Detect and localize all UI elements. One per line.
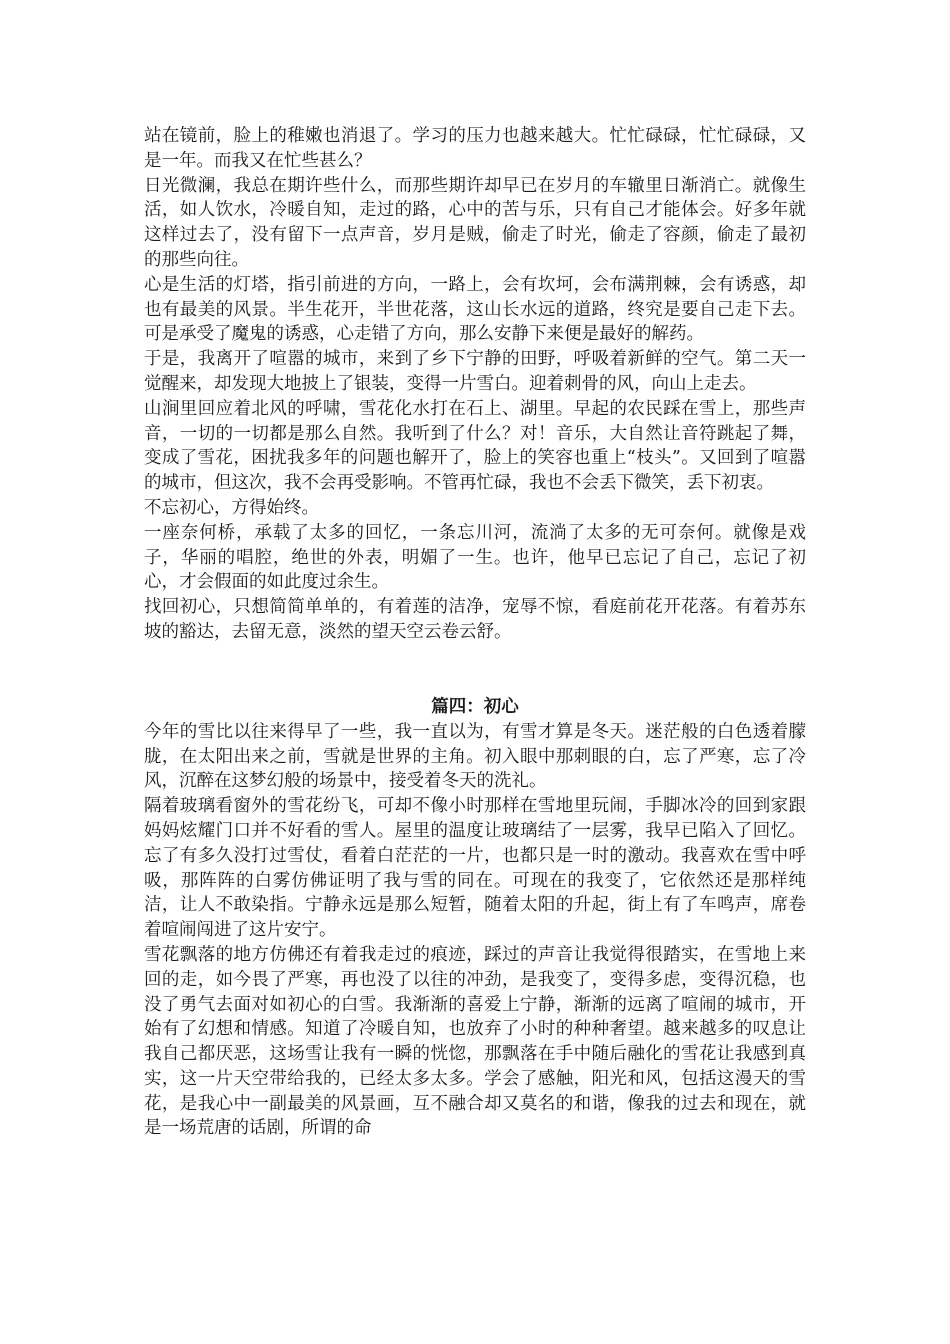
paragraph-2: 日光微澜，我总在期许些什么，而那些期许却早已在岁月的车辙里日渐消亡。就像生活，如人饮水，冷暖自知，走过的路，心中的苦与乐，只有自己才能体会。好多年就这样过去了，没有留下一点声音，岁月是贼，偷走了时光，偷走了容颜，偷走了最初的那些向往。: [144, 175, 806, 270]
section-title: 篇四：初心: [431, 696, 519, 717]
paragraph-9: 今年的雪比以往来得早了一些，我一直以为，有雪才算是冬天。迷茫般的白色透着朦胧，在太阳出来之前，雪就是世界的主角。初入眼中那刺眼的白，忘了严寒，忘了冷风，沉醉在这梦幻般的场景中，接受着冬天的洗礼。: [144, 721, 806, 792]
paragraph-6: 不忘初心，方得始终。: [144, 497, 319, 518]
document-body: [144, 124, 806, 1141]
paragraph-8: 找回初心，只想简简单单的，有着莲的洁净，宠辱不惊，看庭前花开花落。有着苏东坡的豁达，去留无意，淡然的望天空云卷云舒。: [144, 597, 806, 642]
paragraph-7: 一座奈何桥，承载了太多的回忆，一条忘川河，流淌了太多的无可奈何。就像是戏子，华丽的唱腔，绝世的外表，明媚了一生。也许，他早已忘记了自己，忘记了初心，才会假面的如此度过余生。: [144, 522, 806, 593]
paragraph-10: 隔着玻璃看窗外的雪花纷飞，可却不像小时那样在雪地里玩闹，手脚冰冷的回到家跟妈妈炫耀门口并不好看的雪人。屋里的温度让玻璃结了一层雾，我早已陷入了回忆。忘了有多久没打过雪仗，看着白茫茫的一片，也都只是一时的激动。我喜欢在雪中呼吸，那阵阵的白雾仿佛证明了我与雪的同在。可现在的我变了，它依然还是那样纯洁，让人不敢染指。宁静永远是那么短暂，随着太阳的升起，街上有了车鸣声，席卷着喧闹闯进了这片安宁。: [144, 796, 806, 941]
paragraph-11: 雪花飘落的地方仿佛还有着我走过的痕迹，踩过的声音让我觉得很踏实，在雪地上来回的走，如今畏了严寒，再也没了以往的冲劲，是我变了，变得多虑，变得沉稳，也没了勇气去面对如初心的白雪。我渐渐的喜爱上宁静，渐渐的远离了喧闹的城市，开始有了幻想和情感。知道了冷暖自知，也放弃了小时的种种奢望。越来越多的叹息让我自己都厌恶，这场雪让我有一瞬的恍惚，那飘落在手中随后融化的雪花让我感到真实，这一片天空带给我的，已经太多太多。学会了感触，阳光和风，包括这漫天的雪花，是我心中一副最美的风景画，互不融合却又莫名的和谐，像我的过去和现在，就是一场荒唐的话剧，所谓的命: [144, 944, 806, 1139]
paragraph-4: 于是，我离开了喧嚣的城市，来到了乡下宁静的田野，呼吸着新鲜的空气。第二天一觉醒来，却发现大地披上了银装，变得一片雪白。迎着刺骨的风，向山上走去。: [144, 349, 806, 394]
paragraph-3: 心是生活的灯塔，指引前进的方向，一路上，会有坎坷，会布满荆棘，会有诱惑，却也有最美的风景。半生花开，半世花落，这山长水远的道路，终究是要自己走下去。可是承受了魔鬼的诱惑，心走错了方向，那么安静下来便是最好的解药。: [144, 274, 806, 345]
section-spacer: [144, 645, 806, 694]
paragraph-1: 站在镜前，脸上的稚嫩也消退了。学习的压力也越来越大。忙忙碌碌，忙忙碌碌，又是一年。而我又在忙些甚么？: [144, 126, 806, 171]
paragraph-5: 山涧里回应着北风的呼啸，雪花化水打在石上、湖里。早起的农民踩在雪上，那些声音，一切的一切都是那么自然。我听到了什么？对！音乐，大自然让音符跳起了舞，变成了雪花，困扰我多年的问题也解开了，脸上的笑容也重上“枝头”。又回到了喧嚣的城市，但这次，我不会再受影响。不管再忙碌，我也不会丢下微笑，丢下初衷。: [144, 398, 806, 494]
